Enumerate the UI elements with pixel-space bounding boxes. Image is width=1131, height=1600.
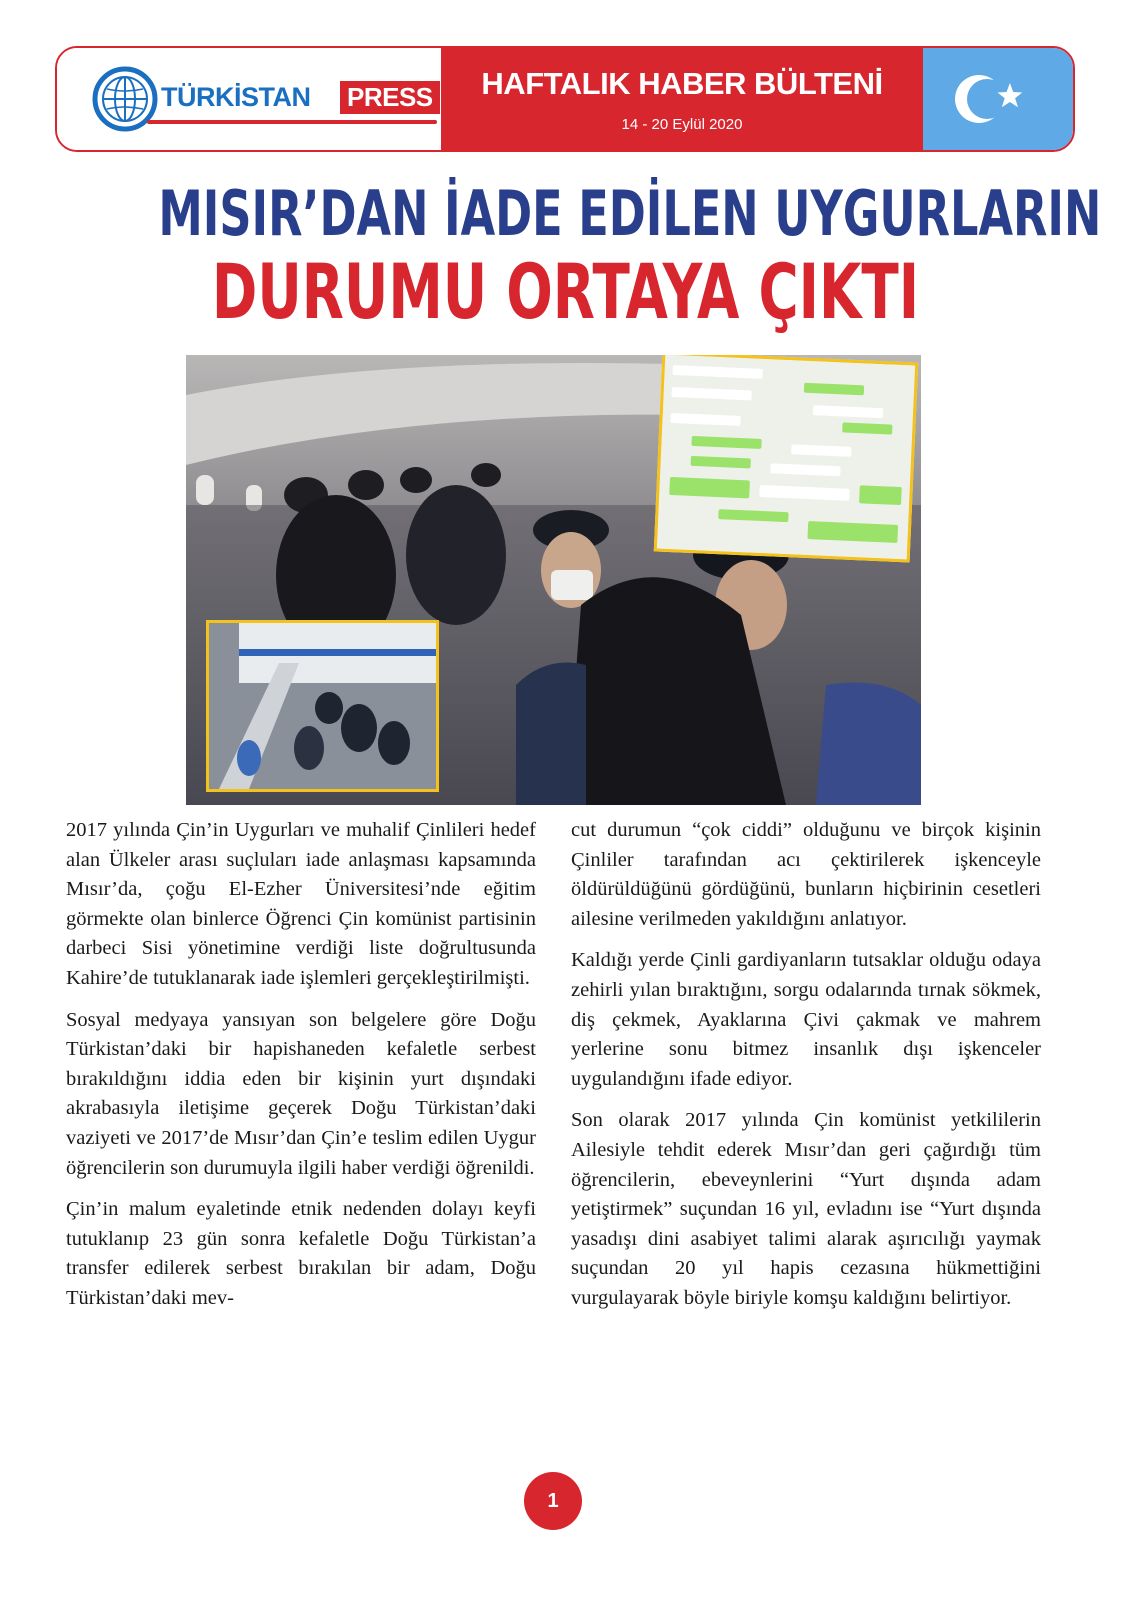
page-number: 1 bbox=[524, 1472, 582, 1530]
article-paragraph: cut durumun “çok ciddi” olduğunu ve birçok kişinin Çinliler tarafından acı çektirilerek işkenceyle öldürüldüğünü gördüğünü, bunların hiçbirinin cesetleri ailesine verilmeden yakıldığını anlatıyor. bbox=[571, 819, 1041, 930]
bulletin-heading bbox=[441, 48, 923, 150]
logo-press-badge: PRESS bbox=[340, 81, 440, 114]
article-column-left bbox=[66, 816, 536, 1326]
article-paragraph: Son olarak 2017 yılında Çin komünist yetkililerin Ailesiyle tehdit ederek Mısır’dan geri çağırdığı tüm öğrencilerin, ebeveynlerini “Yurt dışında adam yetiştirmek” suçundan 16 yıl, evladını ise “Yurt dışında yasadışı dini asabiyet talimi alarak aşırıcılığı yaymak suçundan 20 yıl hapis cezasına hükmettiğini vurgulayarak böyle biriyle komşu kaldığını belirtiyor. bbox=[571, 1109, 1041, 1309]
inset-chat-screenshot bbox=[654, 355, 918, 562]
bulletin-date: 14 - 20 Eylül 2020 bbox=[621, 116, 743, 133]
inset-photo-plane-stairs bbox=[206, 620, 439, 792]
headline-line-1: MISIR’DAN İADE EDİLEN UYGURLARIN bbox=[158, 177, 1102, 250]
article-paragraph: Kaldığı yerde Çinli gardiyanların tutsaklar olduğu odaya zehirli yılan bıraktığını, sorgu odalarında tırnak sökmek, diş çekmek, Ayaklarına Çivi çakmak ve mahrem yerlerine sonu bitmez insanlık dışı işkenceler uygulandığını ifade ediyor. bbox=[571, 949, 1041, 1090]
article-photo bbox=[186, 355, 921, 805]
header-banner bbox=[55, 46, 1075, 152]
article-paragraph: Sosyal medyaya yansıyan son belgelere göre Doğu Türkistan’daki bir hapishaneden kefaletle serbest bırakıldığını iddia eden bir kişinin yurt dışındaki akrabasıyla iletişime geçerek Doğu Türkistan’daki vaziyeti ve 2017’de Mısır’dan Çin’e teslim edilen Uygur öğrencilerin son durumuyla ilgili haber verdiği öğrenildi. bbox=[66, 1008, 536, 1179]
logo-wordmark: TÜRKİSTAN bbox=[161, 82, 311, 112]
logo-underline bbox=[147, 120, 437, 124]
article-column-right bbox=[571, 816, 1041, 1326]
east-turkistan-flag bbox=[923, 48, 1073, 150]
article-paragraph: Çin’in malum eyaletinde etnik nedenden dolayı keyfi tutuklanıp 23 gün sonra kefaletle Doğu Türkistan’a transfer edilerek serbest bırakılan bir adam, Doğu Türkistan’daki mev- bbox=[66, 1198, 536, 1309]
article-paragraph: 2017 yılında Çin’in Uygurları ve muhalif Çinlileri hedef alan Ülkeler arası suçluları iade anlaşması kapsamında Mısır’da, çoğu El-Ezher Üniversitesi’nde eğitim görmekte olan binlerce Öğrenci Çin komünist partisinin darbeci Sisi yönetimine verdiği liste doğrultusunda Kahire’de tutuklanarak iade işlemleri gerçekleştirilmişti. bbox=[66, 819, 536, 989]
bulletin-title: HAFTALIK HABER BÜLTENİ bbox=[481, 66, 883, 101]
brand-logo bbox=[57, 48, 441, 150]
crescent-star-icon bbox=[951, 66, 1031, 132]
headline-line-2: DURUMU ORTAYA ÇIKTI bbox=[211, 247, 920, 336]
